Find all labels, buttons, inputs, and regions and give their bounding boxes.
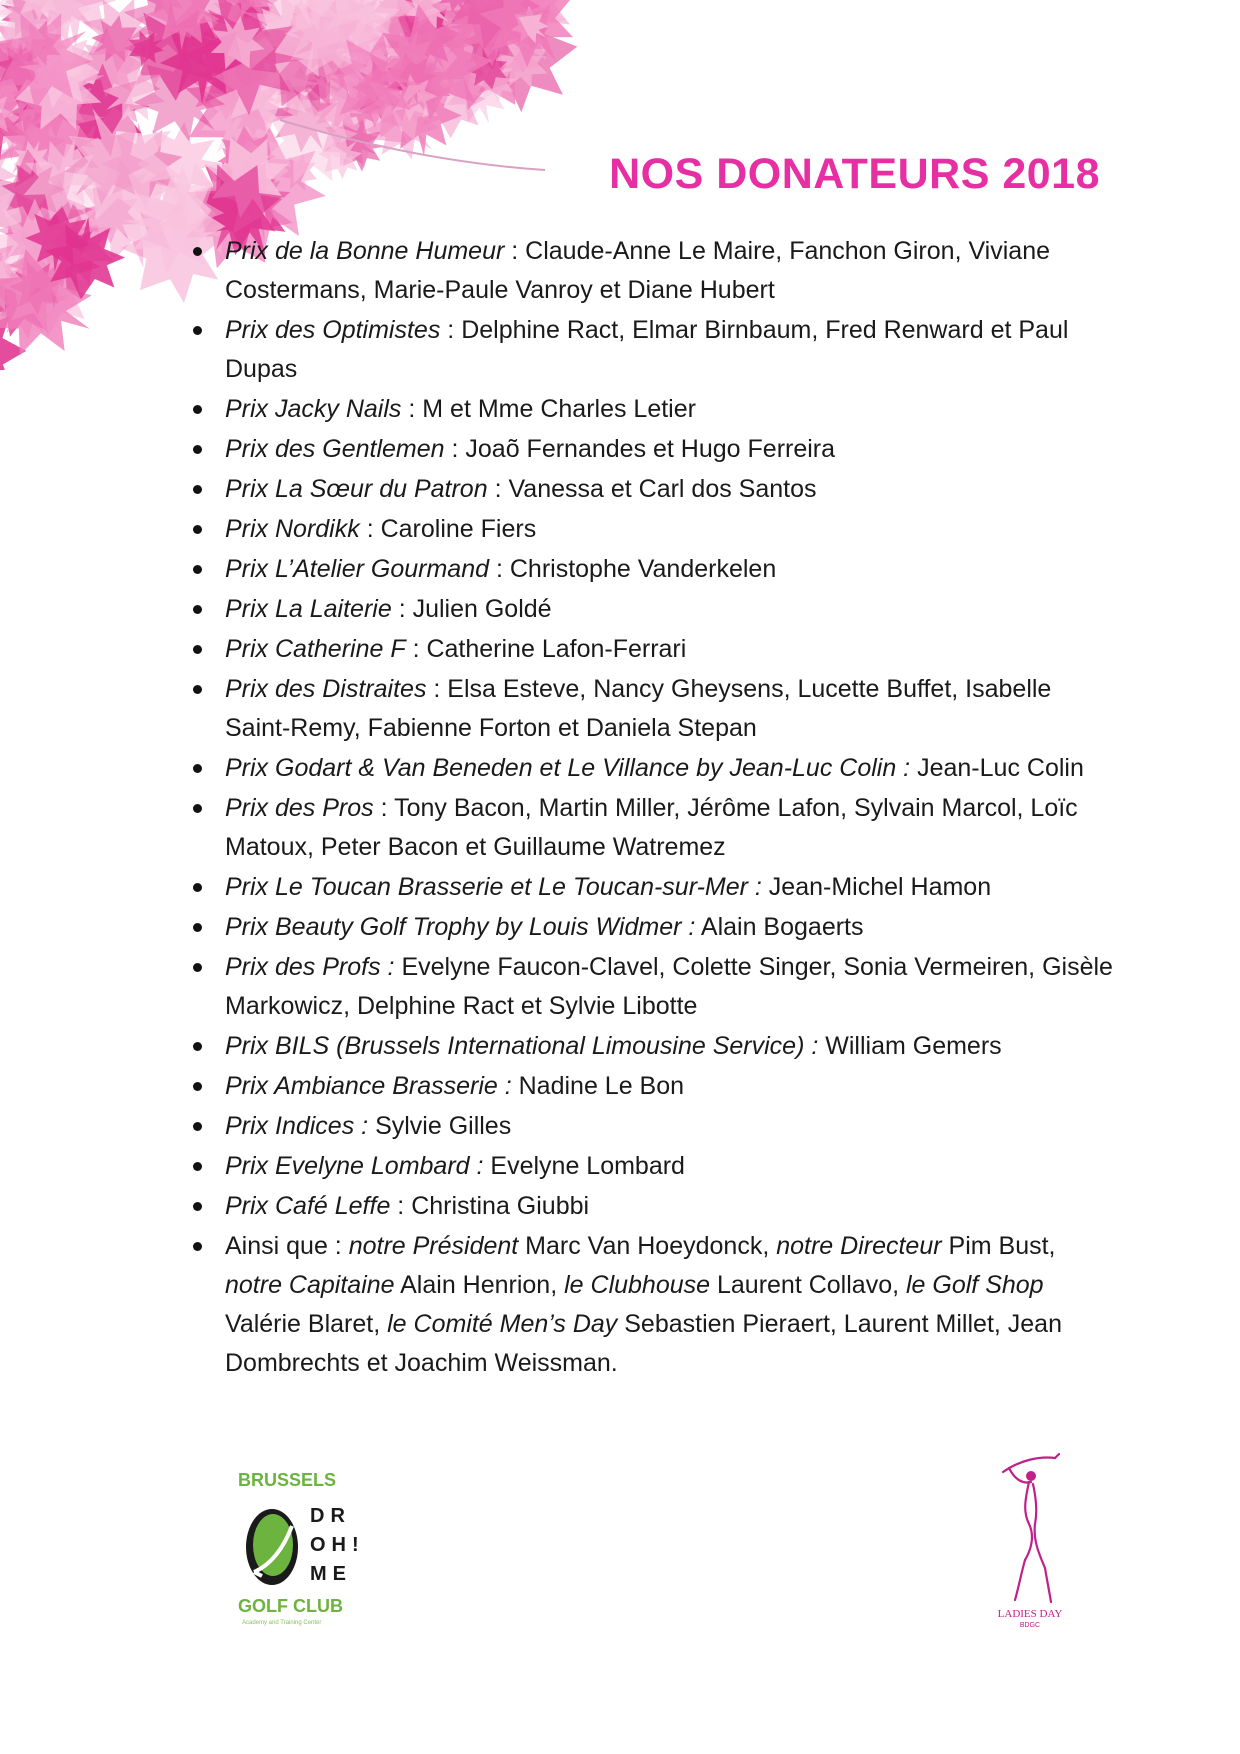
donor-names: Delphine Ract, Elmar Birnbaum, Fred Renward et Paul Dupas xyxy=(225,316,1069,383)
list-item xyxy=(185,948,1115,1026)
list-item xyxy=(185,1067,1115,1106)
brussels-droh-me-golf-club-logo xyxy=(238,1468,368,1628)
prize-separator: : xyxy=(426,675,448,703)
prize-name: Prix Ambiance Brasserie : xyxy=(225,1072,512,1100)
prize-name: Prix des Profs : xyxy=(225,953,395,981)
thanks-role: notre Directeur xyxy=(776,1232,942,1260)
prize-name: Prix Godart & Van Beneden et Le Villance by Jean-Luc Colin : xyxy=(225,754,911,782)
donor-names: Julien Goldé xyxy=(412,595,552,623)
donor-names: Caroline Fiers xyxy=(380,515,537,543)
club-logo-letters xyxy=(310,1502,365,1589)
prize-separator: : xyxy=(444,435,466,463)
donor-names: Alain Bogaerts xyxy=(700,913,864,941)
golf-ball-icon xyxy=(242,1506,302,1588)
donor-names: M et Mme Charles Letier xyxy=(422,395,696,423)
list-item xyxy=(185,550,1115,589)
club-logo-top-text: BRUSSELS xyxy=(238,1470,337,1490)
thanks-lead: Ainsi que : xyxy=(225,1232,349,1260)
list-item xyxy=(185,510,1115,549)
donor-names: Sylvie Gilles xyxy=(375,1112,512,1140)
donor-names: Evelyne Lombard xyxy=(490,1152,685,1180)
prize-name: Prix des Optimistes xyxy=(225,316,441,344)
prize-name: Prix Le Toucan Brasserie et Le Toucan-sur-Mer : xyxy=(225,873,762,901)
prize-name: Prix Jacky Nails xyxy=(225,395,402,423)
thanks-role: le Clubhouse xyxy=(564,1271,711,1299)
list-item xyxy=(185,311,1115,389)
prize-name: Prix Evelyne Lombard : xyxy=(225,1152,484,1180)
list-item xyxy=(185,1147,1115,1186)
list-item xyxy=(185,470,1115,509)
donor-names: Tony Bacon, Martin Miller, Jérôme Lafon, Sylvain Marcol, Loïc Matoux, Peter Bacon et Guillaume Watremez xyxy=(225,794,1078,861)
prize-separator: : xyxy=(487,475,509,503)
prize-separator: : xyxy=(391,595,413,623)
thanks-name: Valérie Blaret, xyxy=(225,1271,1051,1338)
club-logo-letters-line: OH! xyxy=(310,1534,365,1556)
club-logo-bottom-text: GOLF CLUB xyxy=(238,1596,343,1616)
prize-name: Prix Indices : xyxy=(225,1112,369,1140)
prize-name: Prix Nordikk xyxy=(225,515,360,543)
prize-name: Prix de la Bonne Humeur xyxy=(225,237,505,265)
prize-separator: : xyxy=(390,1192,412,1220)
list-item xyxy=(185,749,1115,788)
donor-names: Vanessa et Carl dos Santos xyxy=(508,475,817,503)
prize-name: Prix des Distraites xyxy=(225,675,427,703)
thanks-role: le Comité Men’s Day xyxy=(387,1310,618,1338)
donor-names: William Gemers xyxy=(825,1032,1002,1060)
prize-separator: : xyxy=(440,316,462,344)
list-item xyxy=(185,908,1115,947)
prize-name: Prix Catherine F xyxy=(225,635,406,663)
thanks-name: Pim Bust, xyxy=(941,1232,1063,1260)
donor-names: Joaõ Fernandes et Hugo Ferreira xyxy=(465,435,836,463)
prize-separator: : xyxy=(405,635,427,663)
list-item xyxy=(185,430,1115,469)
ladies-logo-text: LADIES DAY xyxy=(997,1608,1063,1620)
donor-names: Claude-Anne Le Maire, Fanchon Giron, Viviane Costermans, Marie-Paule Vanroy et Diane Hubert xyxy=(225,237,1050,304)
prize-name: Prix La Laiterie xyxy=(225,595,392,623)
donor-names: Evelyne Faucon-Clavel, Colette Singer, Sonia Vermeiren, Gisèle Markowicz, Delphine Ract et Sylvie Libotte xyxy=(225,953,1113,1020)
prize-name: Prix Beauty Golf Trophy by Louis Widmer : xyxy=(225,913,696,941)
prize-separator: : xyxy=(373,794,395,822)
thanks-name: Marc Van Hoeydonck, xyxy=(518,1232,777,1260)
ladies-logo-subtext: BDGC xyxy=(1019,1622,1041,1629)
thanks-role: notre Président xyxy=(348,1232,519,1260)
club-logo-letters-line: DR xyxy=(310,1505,351,1527)
prize-separator: : xyxy=(359,515,381,543)
list-item xyxy=(185,868,1115,907)
donor-names: Nadine Le Bon xyxy=(518,1072,685,1100)
list-item xyxy=(185,390,1115,429)
prize-name: Prix Café Leffe xyxy=(225,1192,391,1220)
list-item xyxy=(185,630,1115,669)
list-item xyxy=(185,590,1115,629)
donor-names: Elsa Esteve, Nancy Gheysens, Lucette Buffet, Isabelle Saint-Remy, Fabienne Forton et Daniela Stepan xyxy=(225,675,1052,742)
prize-separator xyxy=(762,873,769,901)
list-item xyxy=(185,1187,1115,1226)
thanks-role: le Golf Shop xyxy=(906,1271,1044,1299)
donor-names: Christina Giubbi xyxy=(411,1192,590,1220)
prize-name: Prix des Gentlemen xyxy=(225,435,445,463)
club-logo-tagline: Academy and Training Center xyxy=(242,1620,322,1626)
donor-names: Christophe Vanderkelen xyxy=(509,555,777,583)
lady-golfer-icon xyxy=(985,1450,1075,1610)
prize-name: Prix L’Atelier Gourmand xyxy=(225,555,490,583)
prize-separator xyxy=(512,1072,519,1100)
thanks-name: Alain Henrion, xyxy=(394,1271,565,1299)
ladies-day-bdgc-logo xyxy=(985,1450,1075,1635)
list-item xyxy=(185,670,1115,748)
donor-names: Jean-Michel Hamon xyxy=(768,873,992,901)
prize-separator: : xyxy=(504,237,526,265)
prize-separator: : xyxy=(401,395,423,423)
list-item xyxy=(185,1027,1115,1066)
thanks-name: Sebastien Pieraert, Laurent Millet, Jean Dombrechts et Joachim Weissman. xyxy=(225,1310,1069,1377)
list-item xyxy=(185,1107,1115,1146)
list-item xyxy=(185,232,1115,310)
prize-name: Prix La Sœur du Patron xyxy=(225,475,488,503)
donor-names: Jean-Luc Colin xyxy=(917,754,1084,782)
prize-separator: : xyxy=(489,555,510,583)
prize-name: Prix des Pros xyxy=(225,794,374,822)
donor-names: Catherine Lafon-Ferrari xyxy=(426,635,687,663)
list-item-thanks xyxy=(185,1227,1115,1383)
list-item xyxy=(185,789,1115,867)
thanks-name: Laurent Collavo, xyxy=(710,1271,906,1299)
prize-name: Prix BILS (Brussels International Limousine Service) : xyxy=(225,1032,819,1060)
thanks-role: notre Capitaine xyxy=(225,1271,395,1299)
donor-list xyxy=(185,232,1115,1384)
page-title: NOS DONATEURS 2018 xyxy=(609,150,1100,198)
club-logo-letters-line: ME xyxy=(310,1563,352,1585)
